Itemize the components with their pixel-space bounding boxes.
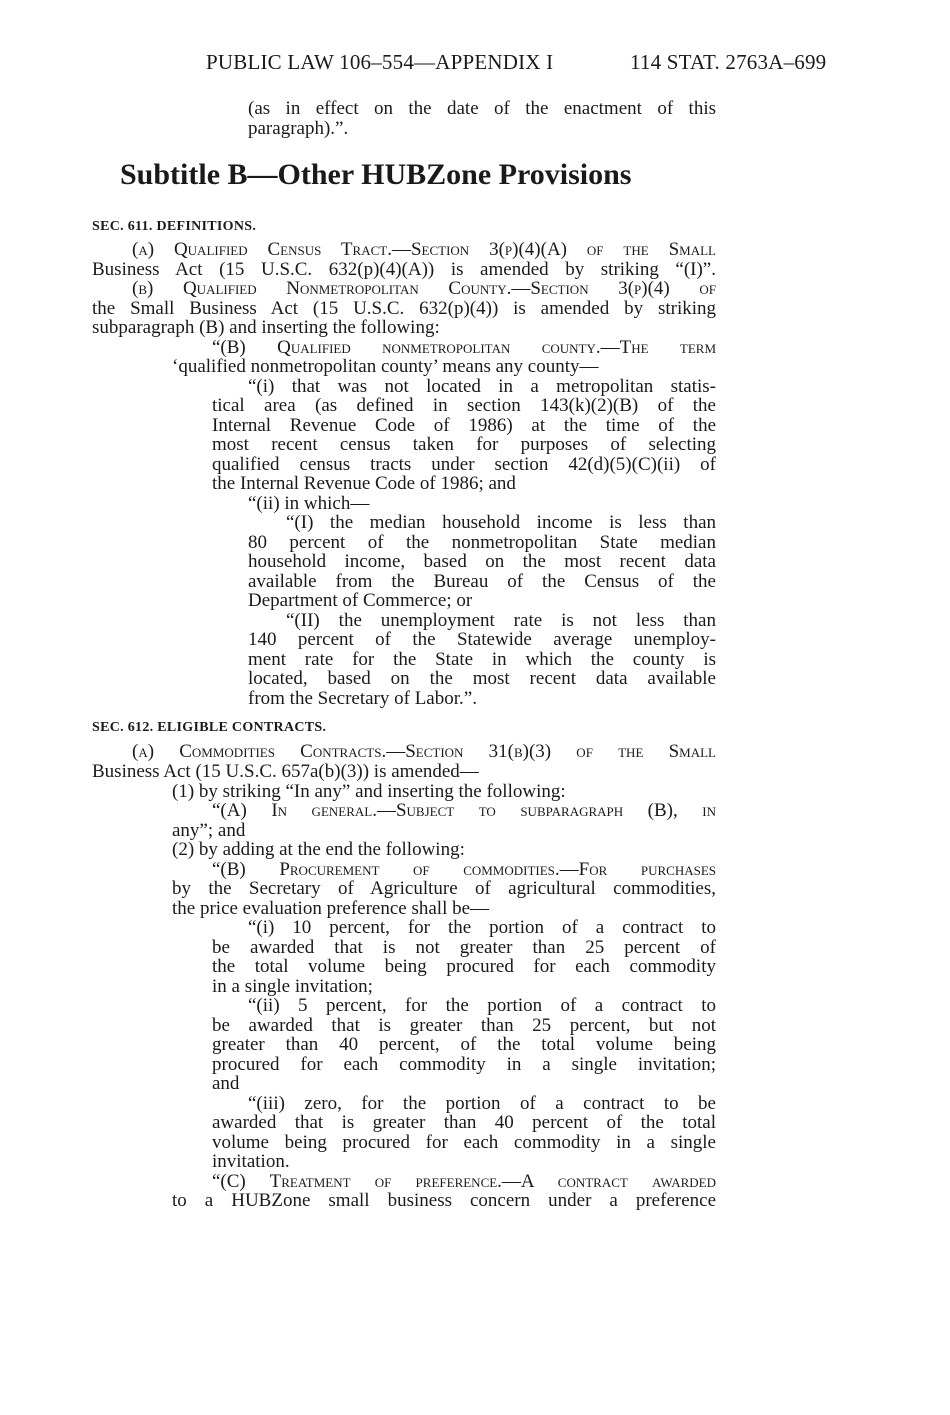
- text-line: “(A) In general.—Subject to subparagraph (B), in: [212, 800, 716, 821]
- text-line: the total volume being procured for each commodity: [212, 956, 716, 977]
- section-heading: SEC. 612. ELIGIBLE CONTRACTS.: [92, 720, 327, 735]
- text-line: volume being procured for each commodity in a single: [212, 1132, 716, 1153]
- text-line: ment rate for the State in which the county is: [248, 649, 716, 670]
- subtitle-heading: Subtitle B—Other HUBZone Provisions: [120, 158, 632, 191]
- text-line: qualified census tracts under section 42(d)(5)(C)(ii) of: [212, 454, 716, 475]
- text-line: awarded that is greater than 40 percent of the total: [212, 1112, 716, 1133]
- text-line: Business Act (15 U.S.C. 657a(b)(3)) is amended—: [92, 761, 479, 782]
- text-line: ‘qualified nonmetropolitan county’ means any county—: [172, 356, 599, 377]
- text-line: (1) by striking “In any” and inserting the following:: [172, 781, 566, 802]
- running-header-right: 114 STAT. 2763A–699: [630, 50, 827, 74]
- text-line: “(C) Treatment of preference.—A contract awarded: [212, 1171, 716, 1192]
- text-line: the Internal Revenue Code of 1986; and: [212, 473, 516, 494]
- text-line: from the Secretary of Labor.”.: [248, 688, 477, 709]
- text-line: “(iii) zero, for the portion of a contract to be: [248, 1093, 716, 1114]
- text-line: be awarded that is not greater than 25 percent of: [212, 937, 716, 958]
- text-line: the Small Business Act (15 U.S.C. 632(p)(4)) is amended by striking: [92, 298, 716, 319]
- text-line: “(B) Procurement of commodities.—For purchases: [212, 859, 716, 880]
- text-line: Business Act (15 U.S.C. 632(p)(4)(A)) is amended by striking “(I)”.: [92, 259, 716, 280]
- text-line: (a) Qualified Census Tract.—Section 3(p)(4)(A) of the Small: [132, 239, 716, 260]
- text-line: Internal Revenue Code of 1986) at the time of the: [212, 415, 716, 436]
- text-line: procured for each commodity in a single invitation;: [212, 1054, 716, 1075]
- text-line: by the Secretary of Agriculture of agricultural commodities,: [172, 878, 716, 899]
- text-line: “(ii) in which—: [248, 493, 370, 514]
- text-line: 80 percent of the nonmetropolitan State median: [248, 532, 716, 553]
- text-line: invitation.: [212, 1151, 290, 1172]
- text-line: any”; and: [172, 820, 246, 841]
- text-line: in a single invitation;: [212, 976, 373, 997]
- text-line: “(ii) 5 percent, for the portion of a contract to: [248, 995, 716, 1016]
- text-line: be awarded that is greater than 25 percent, but not: [212, 1015, 716, 1036]
- running-header-left: PUBLIC LAW 106–554—APPENDIX I: [206, 50, 554, 74]
- text-line: subparagraph (B) and inserting the following:: [92, 317, 440, 338]
- text-line: (as in effect on the date of the enactment of this: [248, 98, 716, 119]
- text-line: the price evaluation preference shall be—: [172, 898, 490, 919]
- text-line: “(B) Qualified nonmetropolitan county.—The term: [212, 337, 716, 358]
- text-line: 140 percent of the Statewide average unemploy-: [248, 629, 716, 650]
- text-line: tical area (as defined in section 143(k)(2)(B) of the: [212, 395, 716, 416]
- text-line: greater than 40 percent, of the total volume being: [212, 1034, 716, 1055]
- text-line: (b) Qualified Nonmetropolitan County.—Section 3(p)(4) of: [132, 278, 716, 299]
- text-line: “(II) the unemployment rate is not less than: [286, 610, 716, 631]
- text-line: to a HUBZone small business concern under a preference: [172, 1190, 716, 1211]
- text-line: and: [212, 1073, 240, 1094]
- text-line: (2) by adding at the end the following:: [172, 839, 465, 860]
- section-heading: SEC. 611. DEFINITIONS.: [92, 219, 257, 234]
- text-line: “(I) the median household income is less than: [286, 512, 716, 533]
- text-line: most recent census taken for purposes of selecting: [212, 434, 716, 455]
- text-line: available from the Bureau of the Census of the: [248, 571, 716, 592]
- text-line: household income, based on the most recent data: [248, 551, 716, 572]
- text-line: Department of Commerce; or: [248, 590, 473, 611]
- text-line: paragraph).”.: [248, 118, 349, 139]
- text-line: (a) Commodities Contracts.—Section 31(b)(3) of the Small: [132, 741, 716, 762]
- text-line: “(i) 10 percent, for the portion of a contract to: [248, 917, 716, 938]
- text-line: located, based on the most recent data available: [248, 668, 716, 689]
- text-line: “(i) that was not located in a metropolitan statis-: [248, 376, 716, 397]
